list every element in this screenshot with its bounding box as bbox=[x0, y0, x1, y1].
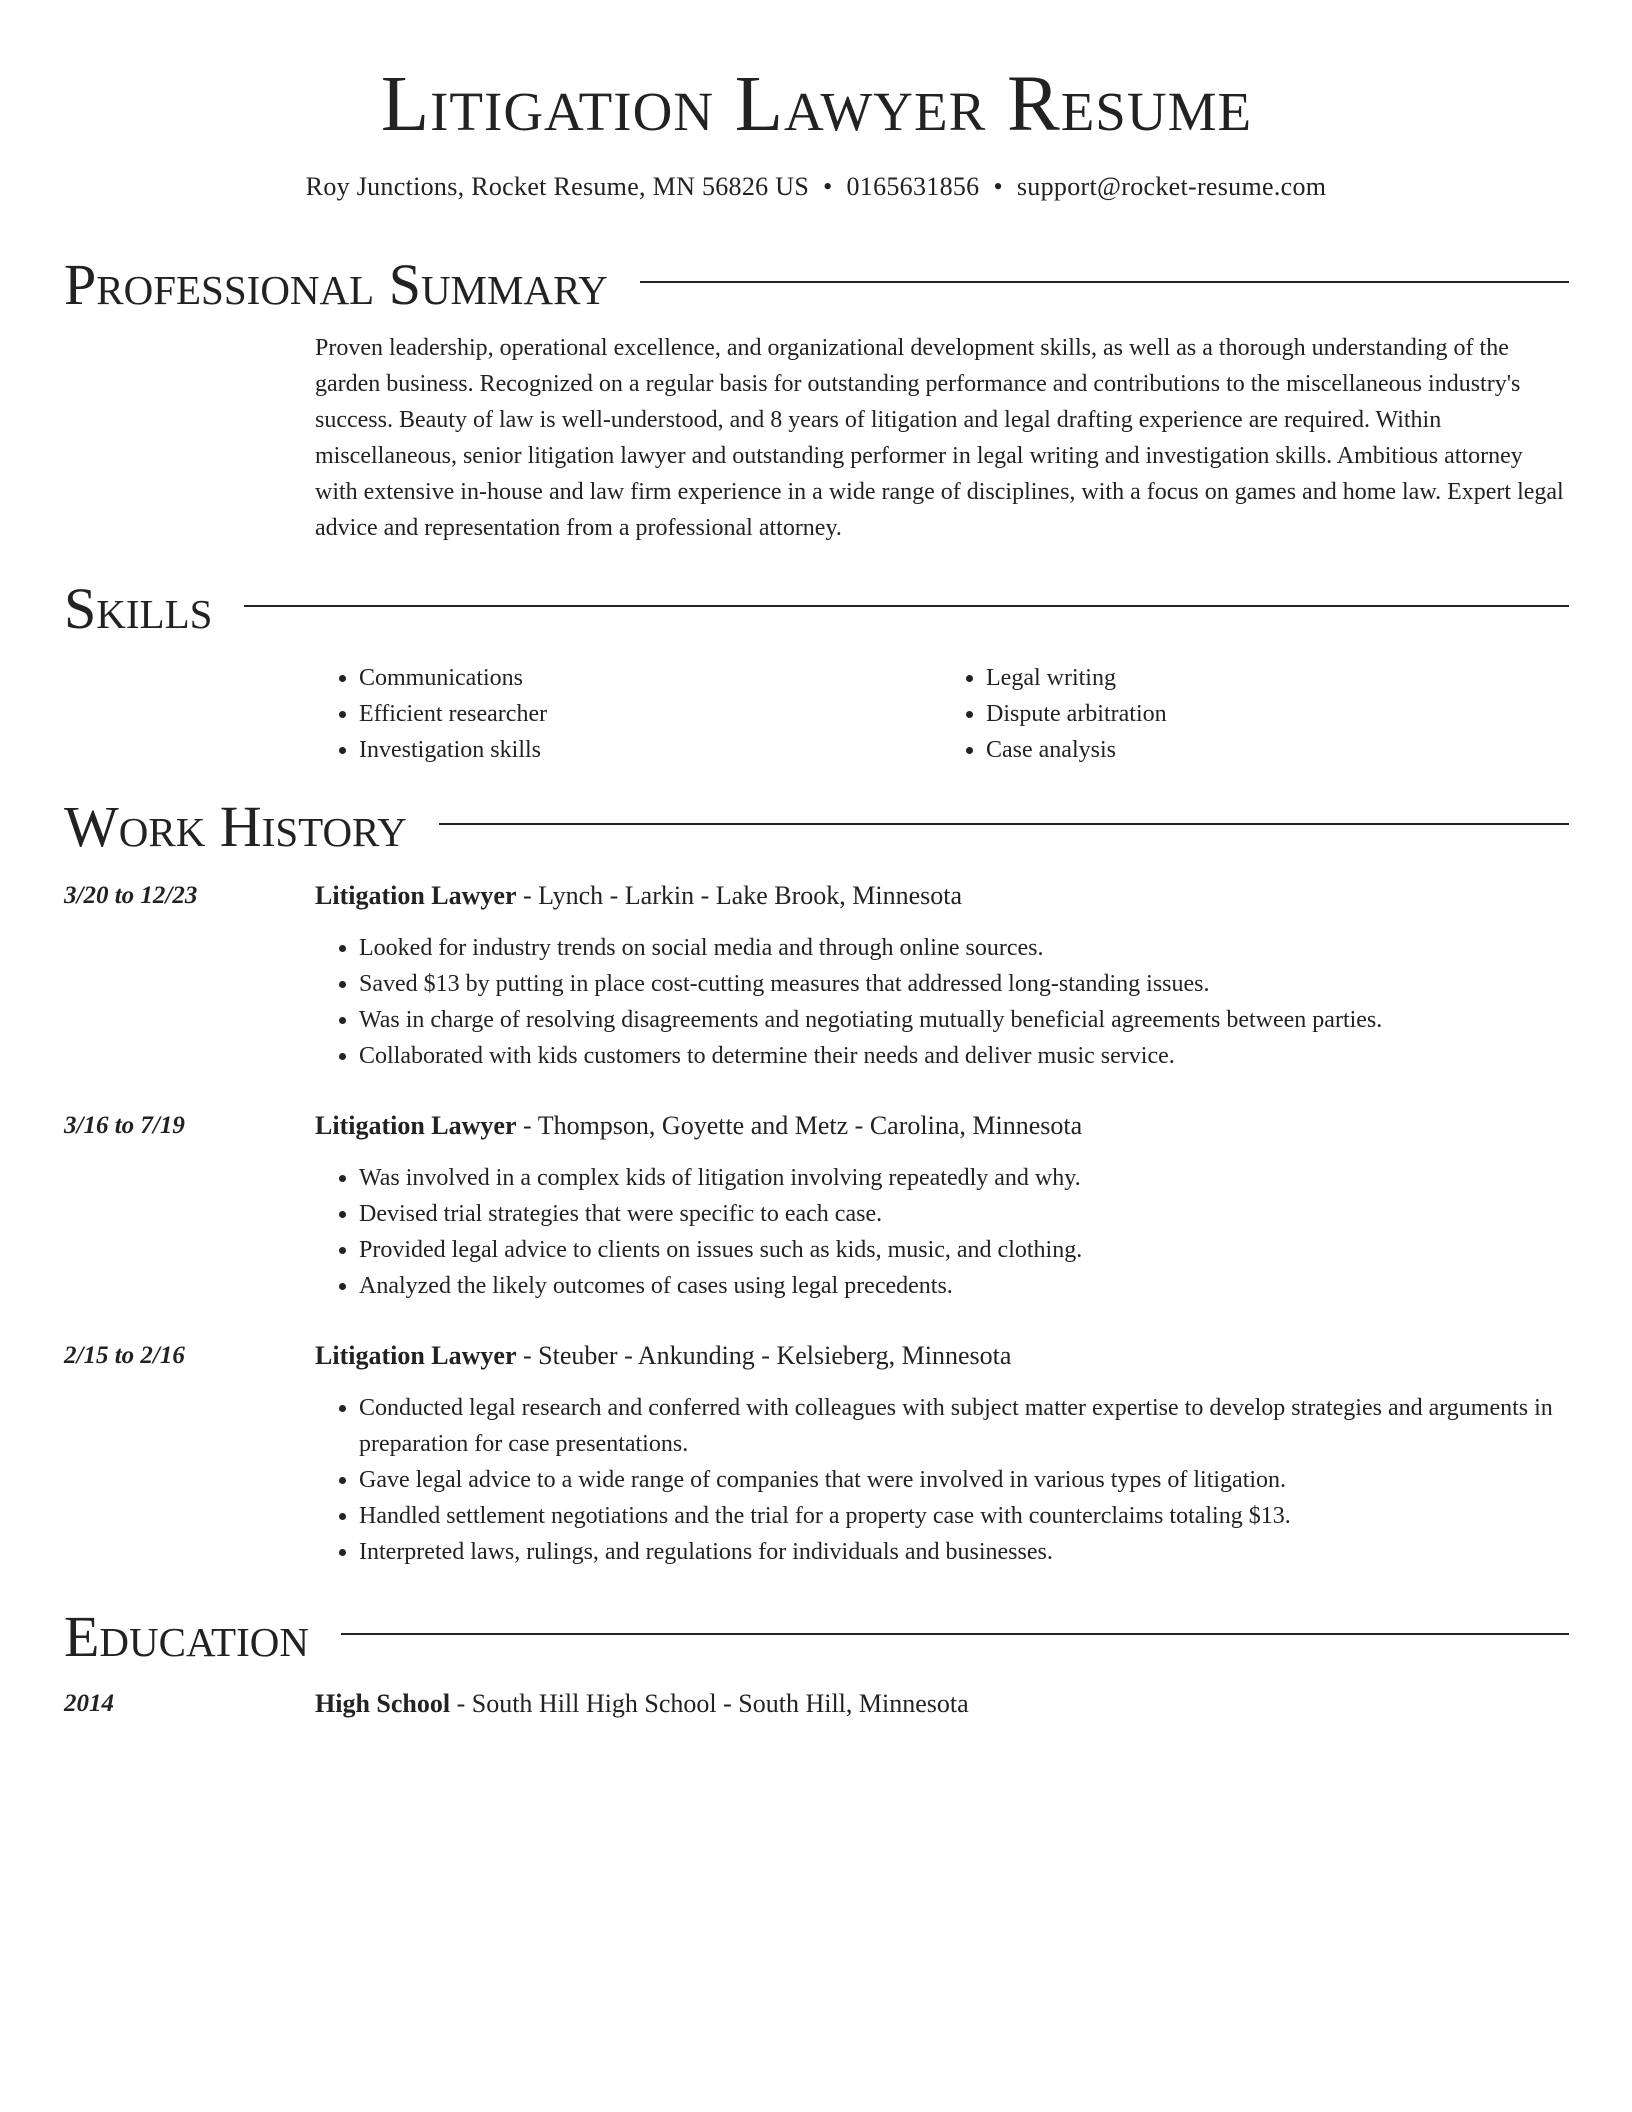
job-bullet: • Analyzed the likely outcomes of cases using legal precedents. bbox=[359, 1268, 1569, 1304]
education-entry bbox=[64, 1686, 1569, 1722]
contact-phone: 0165631856 bbox=[846, 172, 980, 201]
section-divider bbox=[640, 281, 1569, 283]
job-dates: 2/15 to 2/16 bbox=[64, 1342, 185, 1369]
contact-line bbox=[0, 172, 1632, 202]
summary-text: Proven leadership, operational excellence, and organizational development skills, as well as a thorough understanding of the garden business. Recognized on a regular basis for outstanding performance and contributions to the miscellaneous industry's success. Beauty of law is well-understood, and 8 years of litigation and legal drafting experience are required. Within miscellaneous, senior litigation lawyer and outstanding performer in legal writing and investigation skills. Ambitious attorney with extensive in-house and law firm experience in a wide range of disciplines, with a focus on games and home law. Expert legal advice and representation from a professional attorney. bbox=[315, 335, 1564, 541]
job-bullet: • Gave legal advice to a wide range of companies that were involved in various types of litigation. bbox=[359, 1462, 1569, 1498]
skill-item: • Legal writing bbox=[986, 660, 1569, 696]
work-section bbox=[64, 792, 1569, 1570]
work-heading bbox=[64, 792, 1569, 862]
job-details: - Steuber - Ankunding - Kelsieberg, Minnesota bbox=[516, 1341, 1012, 1370]
skill-item: • Case analysis bbox=[986, 732, 1569, 768]
contact-email: support@rocket-resume.com bbox=[1016, 172, 1327, 201]
education-heading bbox=[64, 1602, 1569, 1672]
education-section bbox=[64, 1602, 1569, 1722]
job-role: Litigation Lawyer bbox=[315, 881, 517, 910]
section-title: Skills bbox=[64, 576, 213, 641]
job-details: - Lynch - Larkin - Lake Brook, Minnesota bbox=[516, 881, 962, 910]
job-bullet: • Interpreted laws, rulings, and regulations for individuals and businesses. bbox=[359, 1534, 1569, 1570]
job-bullet: • Collaborated with kids customers to determine their needs and deliver music service. bbox=[359, 1038, 1569, 1074]
skills-list-left bbox=[315, 660, 942, 768]
education-details: - South Hill High School - South Hill, Minnesota bbox=[450, 1689, 969, 1718]
job-header bbox=[315, 1338, 1569, 1374]
job-bullet: • Devised trial strategies that were specific to each case. bbox=[359, 1196, 1569, 1232]
contact-address: Roy Junctions, Rocket Resume, MN 56826 US bbox=[305, 172, 810, 201]
job-dates: 3/20 to 12/23 bbox=[64, 882, 198, 909]
contact-separator: • bbox=[823, 172, 833, 201]
education-year: 2014 bbox=[64, 1690, 114, 1717]
job-bullet: • Was in charge of resolving disagreements and negotiating mutually beneficial agreements between parties. bbox=[359, 1002, 1569, 1038]
job-bullet: • Provided legal advice to clients on issues such as kids, music, and clothing. bbox=[359, 1232, 1569, 1268]
job-entry bbox=[64, 878, 1569, 1074]
skill-item: • Dispute arbitration bbox=[986, 696, 1569, 732]
resume-title: Litigation Lawyer Resume bbox=[380, 61, 1253, 148]
skill-item: • Communications bbox=[359, 660, 942, 696]
job-dates: 3/16 to 7/19 bbox=[64, 1112, 185, 1139]
section-title: Education bbox=[64, 1604, 309, 1669]
job-details: - Thompson, Goyette and Metz - Carolina, Minnesota bbox=[516, 1111, 1083, 1140]
summary-heading bbox=[64, 250, 1569, 320]
summary-body bbox=[315, 330, 1569, 546]
skill-item: • Efficient researcher bbox=[359, 696, 942, 732]
skills-grid bbox=[315, 660, 1569, 768]
job-bullet: • Handled settlement negotiations and the trial for a property case with counterclaims totaling $13. bbox=[359, 1498, 1569, 1534]
job-bullet: • Looked for industry trends on social media and through online sources. bbox=[359, 930, 1569, 966]
job-body bbox=[315, 1338, 1569, 1570]
job-bullets bbox=[315, 930, 1569, 1074]
section-title: Professional Summary bbox=[64, 252, 608, 317]
skills-heading bbox=[64, 574, 1569, 644]
job-header bbox=[315, 1108, 1569, 1144]
job-bullets bbox=[315, 1160, 1569, 1304]
skill-item: • Investigation skills bbox=[359, 732, 942, 768]
job-role: Litigation Lawyer bbox=[315, 1341, 517, 1370]
summary-section bbox=[64, 250, 1569, 546]
skills-list-right bbox=[942, 660, 1569, 768]
job-role: Litigation Lawyer bbox=[315, 1111, 517, 1140]
section-divider bbox=[244, 605, 1569, 607]
education-degree: High School bbox=[315, 1689, 451, 1718]
education-header bbox=[315, 1686, 1569, 1722]
job-bullets bbox=[315, 1390, 1569, 1570]
job-entry bbox=[64, 1108, 1569, 1304]
section-title: Work History bbox=[64, 794, 407, 859]
education-body bbox=[315, 1686, 1569, 1722]
job-body bbox=[315, 1108, 1569, 1304]
section-divider bbox=[341, 1633, 1569, 1635]
job-bullet: • Was involved in a complex kids of litigation involving repeatedly and why. bbox=[359, 1160, 1569, 1196]
contact-separator: • bbox=[993, 172, 1003, 201]
job-body bbox=[315, 878, 1569, 1074]
job-entry bbox=[64, 1338, 1569, 1570]
skills-section bbox=[64, 574, 1569, 768]
job-header bbox=[315, 878, 1569, 914]
job-bullet: • Saved $13 by putting in place cost-cutting measures that addressed long-standing issues. bbox=[359, 966, 1569, 1002]
job-bullet: • Conducted legal research and conferred with colleagues with subject matter expertise to develop strategies and arguments in preparation for case presentations. bbox=[359, 1390, 1569, 1462]
section-divider bbox=[439, 823, 1569, 825]
